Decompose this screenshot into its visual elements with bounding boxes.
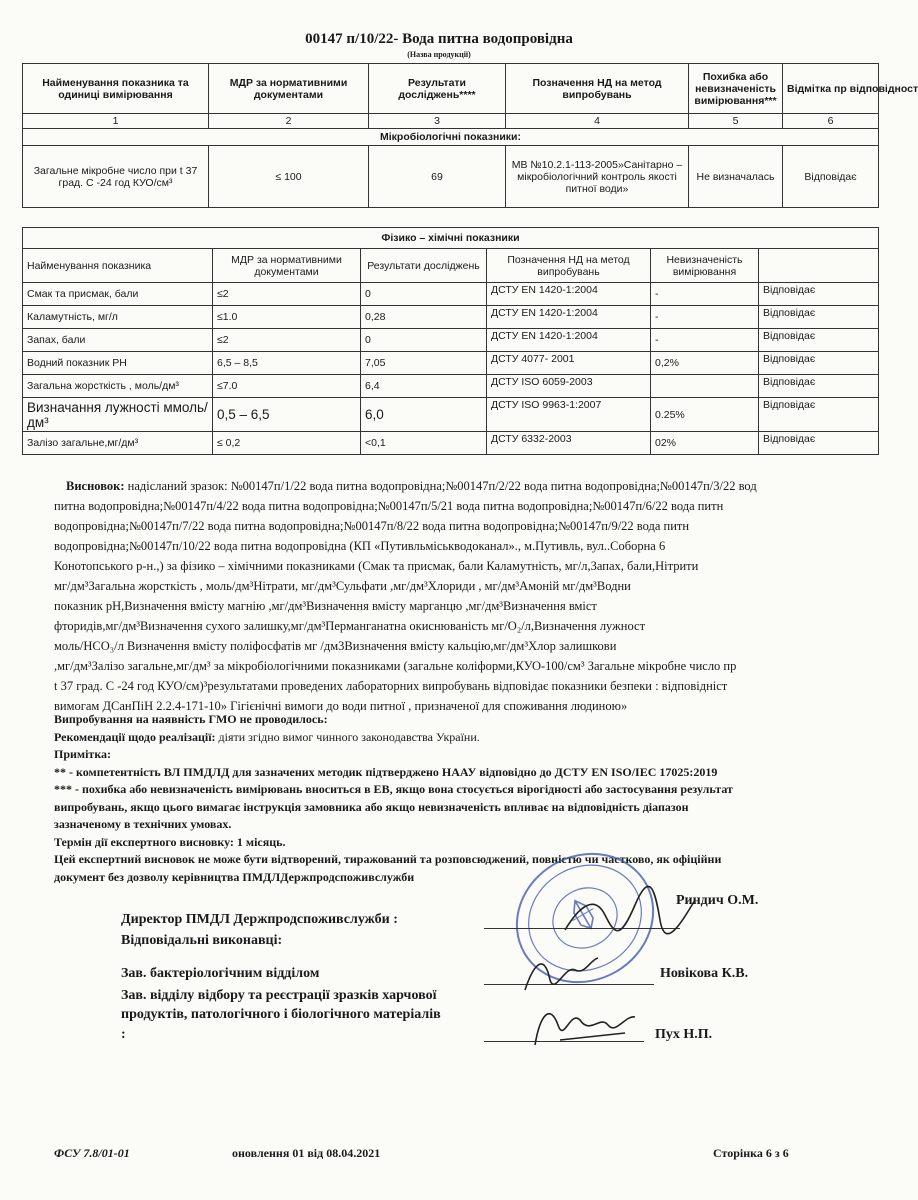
indicator-name: Водний показник РН [23,352,213,375]
section-row [23,228,879,249]
bact-signature [520,950,600,1000]
conclusion-line: Конотопського р-н.,) за фізико – хімічними показниками (Смак та присмак, бали Каламутність, мг/л,Запах, бали,Нітрити [54,559,699,573]
method-value: ДСТУ 4077- 2001 [487,352,651,375]
conclusion-line: показник рН,Визначення вмісту магнію ,мг/дм³Визначення вмісту марганцю ,мг/дм³Визначення вміст [54,599,597,613]
registration-head-name: Пух Н.П. [655,1027,713,1042]
compliance-value: Відповідає [759,398,879,432]
method-value: ДСТУ 6332-2003 [487,432,651,455]
header-cell: Позначення НД на метод випробувань [506,64,689,114]
director-title: Директор ПМДЛ Держпродспоживслужби : [121,912,398,927]
table-row [23,146,879,208]
notes-block [54,711,878,886]
column-number: 5 [689,114,783,129]
director-name: Риндич О.М. [676,893,759,908]
mdr-value: ≤1.0 [213,306,361,329]
method-value: ДСТУ EN 1420-1:2004 [487,329,651,352]
result-value: 0,28 [361,306,487,329]
document-subtitle: (Назва продукції) [407,50,471,59]
registration-head-title: Зав. відділу відбору та реєстрації зразків харчової [121,988,437,1003]
bact-head-name: Новікова К.В. [660,966,749,981]
table-row [23,283,879,306]
uncertainty-value: 0.25% [651,398,759,432]
uncertainty-value: - [651,283,759,306]
method-value: МВ №10.2.1-113-2005»Санітарно – мікробіологічний контроль якості питної води» [506,146,689,208]
column-number: 2 [209,114,369,129]
column-number: 6 [783,114,879,129]
indicator-name: Смак та присмак, бали [23,283,213,306]
mdr-value: 0,5 – 6,5 [213,398,361,432]
header-cell: Результати досліджень [361,249,487,283]
table-row [23,352,879,375]
table-header-row [23,249,879,283]
conclusion-block [54,476,878,716]
uncertainty-value: - [651,306,759,329]
bact-head-title: Зав. бактеріологічним відділом [121,966,320,981]
indicator-name: Визначання лужності ммоль/дм³ [23,398,213,432]
column-number: 1 [23,114,209,129]
header-cell: Невизначеність вимірювання [651,249,759,283]
table-row [23,329,879,352]
conclusion-line: питна водопровідна;№00147п/4/22 вода питна водопровідна;№00147п/5/21 вода питна водопровідна;№00147п/6/22 вода питн [54,499,724,513]
copyright-note: Цей експертний висновок не може бути відтворений, тиражований та розповсюджений, повністю чи частково, як офіційни [54,852,722,866]
form-code: ФСУ 7.8/01-01 [54,1146,130,1160]
header-cell: Найменування показника [23,249,213,283]
header-cell [759,249,879,283]
uncertainty-value: 0,2% [651,352,759,375]
section-label: Мікробіологічні показники: [23,129,879,146]
physchem-table [22,227,879,455]
registration-signature [530,995,640,1055]
header-cell: Результати досліджень**** [369,64,506,114]
table-header-row [23,64,879,114]
conclusion-line: водопровідна;№00147п/10/22 вода питна водопровідна (КП «Путивльміськводоканал»., м.Путивль, вул..Соборна 6 [54,539,666,553]
table-row [23,306,879,329]
document-title: 00147 п/10/22- Вода питна водопровідна [305,31,573,47]
compliance-value: Відповідає [759,352,879,375]
conclusion-label: Висновок: [66,479,125,493]
header-cell: Похибка або невизначеність вимірювання*** [689,64,783,114]
mdr-value: ≤ 100 [209,146,369,208]
compliance-value: Відповідає [759,329,879,352]
mdr-value: 6,5 – 8,5 [213,352,361,375]
conclusion-line: вимогам ДСанПіН 2.2.4-171-10» Гігієнічні вимоги до води питної , призначеної для споживання людиною» [54,699,628,713]
method-value: ДСТУ EN 1420-1:2004 [487,283,651,306]
recommendation-label: Рекомендації щодо реалізації: [54,729,216,744]
conclusion-line: фторидів,мг/дм³Визначення сухого залишку,мг/дм³Перманганатна окиснюваність мг/О₂/л,Визначення лужност [54,619,646,633]
mdr-value: ≤7.0 [213,375,361,398]
uncertainty-value [651,375,759,398]
compliance-value: Відповідає [759,306,879,329]
method-value: ДСТУ ISO 9963-1:2007 [487,398,651,432]
header-cell: МДР за нормативними документами [209,64,369,114]
section-label: Фізико – хімічні показники [23,228,879,249]
header-cell: МДР за нормативними документами [213,249,361,283]
director-signature [560,885,700,945]
column-number: 4 [506,114,689,129]
gmo-note: Випробування на наявність ГМО не проводилось: [54,712,328,726]
column-number-row [23,114,879,129]
indicator-name: Залізо загальне,мг/дм³ [23,432,213,455]
result-value: 6,0 [361,398,487,432]
note-label: Примітка: [54,747,112,761]
section-row [23,129,879,146]
microbiology-table [22,63,918,208]
table-row [23,398,879,432]
indicator-name: Загальне мікробне число при t 37 град. С -24 год КУО/см³ [23,146,209,208]
uncertainty-value: Не визначалась [689,146,783,208]
column-number: 3 [369,114,506,129]
table-row [23,375,879,398]
mdr-value: ≤ 0,2 [213,432,361,455]
indicator-name: Загальна жорсткість , моль/дм³ [23,375,213,398]
conclusion-line: мг/дм³Загальна жорсткість , моль/дм³Нітрати, мг/дм³Сульфати ,мг/дм³Хлориди , мг/дм³Амоній мг/дм³Водни [54,579,631,593]
conclusion-line: водопровідна;№00147п/7/22 вода питна водопровідна;№00147п/8/22 вода питна водопровідна;№00147п/9/22 вода питн [54,519,690,533]
compliance-value: Відповідає [759,432,879,455]
conclusion-line: надісланий зразок: №00147п/1/22 вода питна водопровідна;№00147п/2/22 вода питна водопровідна;№00147п/3/22 вод [127,479,757,493]
mdr-value: ≤2 [213,329,361,352]
responsible-label: Відповідальні виконавці: [121,933,283,948]
result-value: 6,4 [361,375,487,398]
recommendation-text: діяти згідно вимог чинного законодавства України. [218,729,480,744]
result-value: 0 [361,329,487,352]
compliance-value: Відповідає [759,283,879,306]
compliance-value: Відповідає [783,146,879,208]
result-value: 0 [361,283,487,306]
uncertainty-note: зазначеному в технічних умовах. [54,817,232,831]
header-cell: Позначення НД на метод випробувань [487,249,651,283]
conclusion-line: t 37 град. С -24 год КУО/см)³результатами проведених лабораторних випробувань відповідає показники безпеки : відповідніст [54,679,728,693]
revision-note: оновлення 01 від 08.04.2021 [232,1146,381,1160]
header-cell: Найменування показника та одиниці вимірювання [23,64,209,114]
uncertainty-note: випробувань, якщо цього вимагає інструкція замовника або якщо невизначеність впливає на відповідність діапазон [54,799,689,814]
copyright-note: документ без дозволу керівництва ПМДЛДержпродспоживслужби [54,869,415,884]
header-cell: Відмітка пр відповідност [783,64,879,114]
validity-note: Термін дії експертного висновку: 1 місяць. [54,834,286,849]
conclusion-line: ,мг/дм³Залізо загальне,мг/дм³ за мікробіологічними показниками (загальне коліформи,КУО-100/см³ Загальне мікробне число пр [54,659,737,673]
uncertainty-note: *** - похибка або невизначеність вимірювань вноситься в ЕВ, якщо вона стосується вірогідності або застосування результат [54,782,733,796]
result-value: 69 [369,146,506,208]
result-value: 7,05 [361,352,487,375]
table-row [23,432,879,455]
accreditation-note: ** - компетентність ВЛ ПМДЛД для зазначених методик підтверджено НААУ відповідно до ДСТУ EN ISO/IEC 17025:2019 [54,764,718,779]
indicator-name: Запах, бали [23,329,213,352]
registration-head-title: продуктів, патологічного і біологічного матеріалів [121,1007,441,1022]
uncertainty-value: - [651,329,759,352]
registration-head-title: : [121,1027,126,1042]
indicator-name: Каламутність, мг/л [23,306,213,329]
page-number: Сторінка 6 з 6 [713,1146,789,1160]
uncertainty-value: 02% [651,432,759,455]
mdr-value: ≤2 [213,283,361,306]
result-value: <0,1 [361,432,487,455]
conclusion-line: моль/НСО₃/л Визначення вмісту поліфосфатів мг /дм3Визначення вмісту кальцію,мг/дм³Хлор залишкови [54,639,617,653]
compliance-value: Відповідає [759,375,879,398]
method-value: ДСТУ EN 1420-1:2004 [487,306,651,329]
method-value: ДСТУ ISO 6059-2003 [487,375,651,398]
